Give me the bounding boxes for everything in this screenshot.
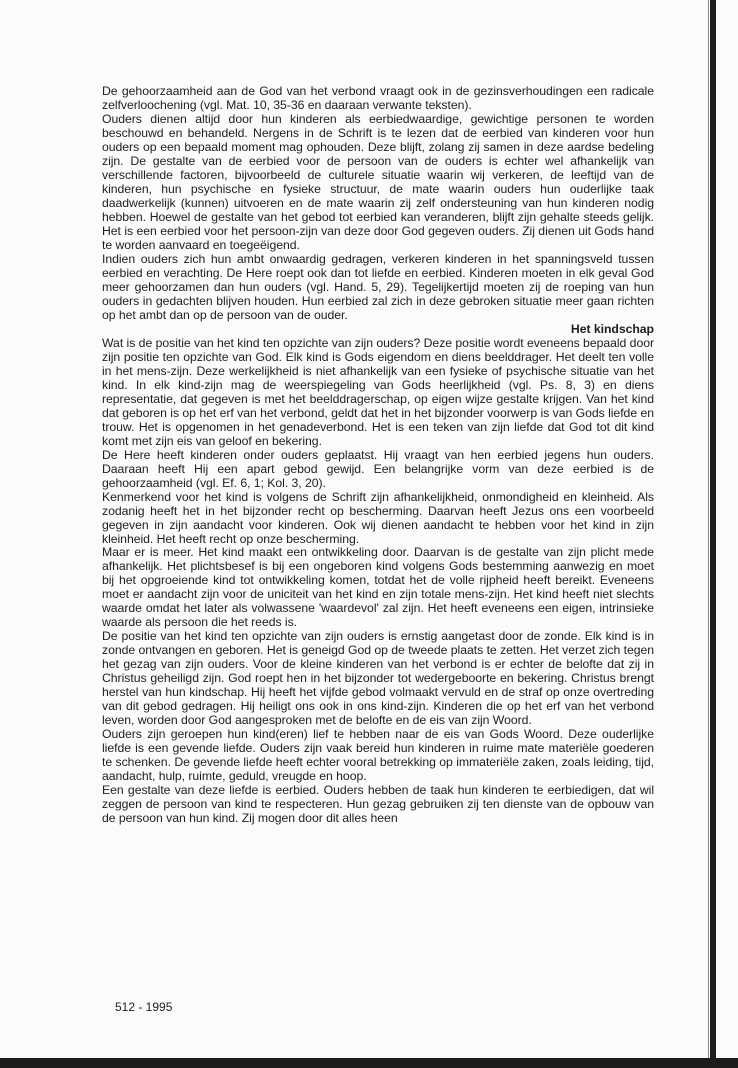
paragraph: Een gestalte van deze liefde is eerbied. Ouders hebben de taak hun kinderen te eerbiedigen, dat wil zeggen de persoon van kind te respecteren. Hun gezag gebruiken zij ten dienste van de opbouw van de persoon van hun kind. Zij mogen door dit alles heen bbox=[102, 783, 654, 826]
right-border-thin-rule bbox=[708, 0, 709, 1068]
section-heading: Het kindschap bbox=[570, 321, 654, 336]
paragraph: De Here heeft kinderen onder ouders geplaatst. Hij vraagt van hen eerbied jegens hun ouders. Daaraan heeft Hij een apart gebod gewijd. Een belangrijke vorm van deze eerbied is de gehoorzaamheid (vgl. Ef. 6, 1; Kol. 3, 20). bbox=[102, 447, 654, 490]
bottom-border-rule bbox=[0, 1058, 738, 1068]
paragraph: Wat is de positie van het kind ten opzichte van zijn ouders? Deze positie wordt eveneens bepaald door zijn positie ten opzichte van God. Elk kind is Gods eigendom en diens beelddrager. Het deelt ten volle in het mens-zijn. Deze werkelijkheid is niet afhankelijk van een fysieke of psychische situatie van het kind. In elk kind-zijn mag de weerspiegeling van Gods heerlijkheid (vgl. Ps. 8, 3) en diens representatie, dat gegeven is met het beelddragerschap, op eigen wijze gestalte krijgen. Van het kind dat geboren is op het erf van het verbond, geldt dat het in het bijzonder voorwerp is van Gods liefde en trouw. Het is opgenomen in het genadeverbond. Het is een teken van zijn liefde dat God tot dit kind komt met zijn eis van geloof en bekering. bbox=[102, 335, 654, 448]
paragraph: De gehoorzaamheid aan de God van het verbond vraagt ook in de gezinsverhoudingen een radicale zelfverloochening (vgl. Mat. 10, 35-36 en daaraan verwante teksten). bbox=[102, 84, 654, 112]
article-body bbox=[102, 84, 654, 825]
paragraph: Ouders dienen altijd door hun kinderen als eerbiedwaardige, gewichtige personen te worden beschouwd en behandeld. Nergens in de Schrift is te lezen dat de eerbied van kinderen voor hun ouders op een bepaald moment mag ophouden. Deze blijft, zolang zij samen in deze aardse bedeling zijn. De gestalte van de eerbied voor de persoon van de ouders is echter wel afhankelijk van verschillende factoren, bijvoorbeeld de culturele situatie waarin wij verkeren, de leeftijd van de kinderen, hun psychische en fysieke structuur, de mate waarin ouders hun ouderlijke taak daadwerkelijk (kunnen) uitvoeren en de mate waarin zij zelf ondersteuning van hun kinderen nodig hebben. Hoewel de gestalte van het gebod tot eerbied kan veranderen, blijft zijn gehalte steeds gelijk. Het is een eerbied voor het persoon-zijn van deze door God gegeven ouders. Zij dienen uit Gods hand te worden aanvaard en toegeëigend. bbox=[102, 111, 654, 252]
paragraph: Ouders zijn geroepen hun kind(eren) lief te hebben naar de eis van Gods Woord. Deze ouderlijke liefde is een gevende liefde. Ouders zijn vaak bereid hun kinderen in ruime mate materiële goederen te schenken. De gevende liefde heeft echter vooral betrekking op immateriële zaken, zoals leiding, tijd, aandacht, hulp, ruimte, geduld, vreugde en hoop. bbox=[102, 727, 654, 784]
right-border-rule bbox=[710, 0, 716, 1068]
paragraph: De positie van het kind ten opzichte van zijn ouders is ernstig aangetast door de zonde. Elk kind is in zonde ontvangen en geboren. Het is geneigd God op de tweede plaats te zetten. Het verzet zich tegen het gezag van zijn ouders. Voor de kleine kinderen van het verbond is er echter de belofte dat zij in Christus geheiligd zijn. God roept hen in het bijzonder tot wedergeboorte en bekering. Christus brengt herstel van hun kindschap. Hij heeft het vijfde gebod volmaakt vervuld en de straf op onze overtreding van dit gebod gedragen. Hij heiligt ons ook in ons kind-zijn. Kinderen die op het erf van het verbond leven, worden door God aangesproken met de belofte en de eis van zijn Woord. bbox=[102, 629, 654, 728]
paragraph: Maar er is meer. Het kind maakt een ontwikkeling door. Daarvan is de gestalte van zijn plicht mede afhankelijk. Het plichtsbesef is bij een ongeboren kind volgens Gods bestemming aanwezig en moet bij het opgroeiende kind tot ontwikkeling komen, totdat het de volle rijpheid heeft bereikt. Eveneens moet er aandacht zijn voor de uniciteit van het kind en zijn totale mens-zijn. Het kind heeft niet slechts waarde omdat het later als volwassene 'waardevol' zal zijn. Het heeft eveneens een eigen, intrinsieke waarde als persoon die het reeds is. bbox=[102, 545, 654, 630]
paragraph: Kenmerkend voor het kind is volgens de Schrift zijn afhankelijkheid, onmondigheid en kleinheid. Als zodanig heeft het in het bijzonder recht op bescherming. Daarvan heeft Jezus ons een voorbeeld gegeven in zijn aandacht voor kinderen. Ook wij dienen aandacht te hebben voor het kind in zijn kleinheid. Het heeft recht op onze bescherming. bbox=[102, 489, 654, 546]
paragraph: Indien ouders zich hun ambt onwaardig gedragen, verkeren kinderen in het spanningsveld tussen eerbied en verachting. De Here roept ook dan tot liefde en eerbied. Kinderen moeten in elk geval God meer gehoorzamen dan hun ouders (vgl. Hand. 5, 29). Tegelijkertijd moeten zij de roeping van hun ouders in gedachten blijven houden. Hun eerbied zal zich in deze gebroken situatie meer gaan richten op het ambt dan op de persoon van de ouder. bbox=[102, 251, 654, 322]
page-number: 512 - 1995 bbox=[115, 1000, 173, 1014]
